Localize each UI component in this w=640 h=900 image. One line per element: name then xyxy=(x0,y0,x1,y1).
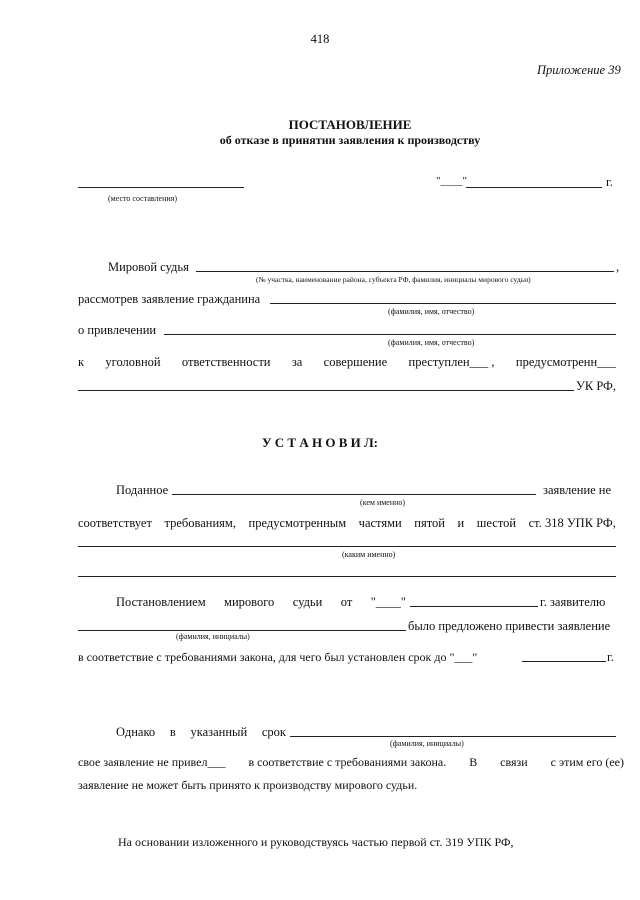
judge-caption: (№ участка, наименование района, субъекта РФ, фамилия, инициалы мирового судьи) xyxy=(256,275,531,284)
however-word: срок xyxy=(261,725,286,739)
not-comply-word: и xyxy=(457,516,465,530)
accordance-suffix: г. xyxy=(607,650,614,664)
accordance-text: в соответствие с требованиями закона, для чего был установлен срок до "___" xyxy=(78,650,478,664)
applicant-caption: (фамилия, инициалы) xyxy=(176,632,250,641)
filed-suffix: заявление не xyxy=(543,483,612,497)
filed-label: Поданное xyxy=(116,483,169,497)
cannot-accept-text: заявление не может быть принято к производству мирового судьи. xyxy=(78,778,418,792)
not-brought-word: в соответствие с требованиями закона. xyxy=(248,755,447,769)
however-row xyxy=(116,726,286,739)
established-heading: У С Т А Н О В И Л: xyxy=(261,435,378,450)
about-label: о привлечении xyxy=(78,323,157,337)
basis-text: На основании изложенного и руководствуясь частью первой ст. 319 УПК РФ, xyxy=(118,835,514,849)
filed-line xyxy=(172,494,536,495)
article-line xyxy=(78,390,574,391)
which-line xyxy=(78,546,616,547)
not-brought-word: с этим его (ее) xyxy=(550,755,624,769)
resolution-row xyxy=(116,596,406,609)
liability-word: уголовной xyxy=(105,355,161,369)
resolution-word: мирового xyxy=(224,595,275,609)
resolution-word: от xyxy=(340,595,353,609)
not-comply-word: предусмотренным xyxy=(248,516,347,530)
however-caption: (фамилия, инициалы) xyxy=(390,739,464,748)
which-line-2 xyxy=(78,576,616,577)
resolution-date-line xyxy=(410,606,538,607)
which-caption: (каким именно) xyxy=(342,550,396,559)
uk-suffix: УК РФ, xyxy=(576,379,617,393)
judge-label: Мировой судья xyxy=(108,260,189,274)
document-subtitle: об отказе в принятии заявления к производству xyxy=(219,133,481,147)
liability-word: преступлен___ , xyxy=(408,355,495,369)
not-comply-word: ст. 318 УПК РФ, xyxy=(528,516,616,530)
appendix-label: Приложение 39 xyxy=(537,63,621,77)
considering-label: рассмотрев заявление гражданина xyxy=(78,292,261,306)
not-comply-word: требованиям, xyxy=(164,516,236,530)
about-line xyxy=(164,334,616,335)
page-number: 418 xyxy=(310,32,330,46)
judge-line xyxy=(196,271,614,272)
resolution-word: "____" xyxy=(370,595,406,609)
date-quote: "____" xyxy=(436,175,467,187)
liability-word: предусмотренн___ xyxy=(515,355,616,369)
liability-word: совершение xyxy=(323,355,388,369)
liability-word: за xyxy=(291,355,303,369)
however-word: Однако xyxy=(116,725,156,739)
about-caption: (фамилия, имя, отчество) xyxy=(388,338,475,347)
document-title: ПОСТАНОВЛЕНИЕ xyxy=(288,117,412,132)
date-line xyxy=(466,187,602,188)
not-brought-row xyxy=(78,756,624,768)
considering-caption: (фамилия, имя, отчество) xyxy=(388,307,475,316)
place-line xyxy=(78,187,244,188)
however-line xyxy=(290,736,616,737)
resolution-suffix: г. заявителю xyxy=(540,595,606,609)
place-caption: (место составления) xyxy=(108,194,177,203)
liability-row xyxy=(78,356,616,369)
deadline-line xyxy=(522,661,606,662)
proposed-text: было предложено привести заявление xyxy=(408,619,611,633)
not-comply-word: соответствует xyxy=(78,516,152,530)
resolution-word: Постановлением xyxy=(116,595,206,609)
not-comply-row xyxy=(78,517,616,530)
not-comply-word: частями xyxy=(358,516,402,530)
liability-word: ответственности xyxy=(181,355,271,369)
not-comply-word: пятой xyxy=(414,516,445,530)
however-word: указанный xyxy=(190,725,248,739)
however-word: в xyxy=(169,725,176,739)
not-brought-word: свое заявление не привел___ xyxy=(78,755,226,769)
liability-word: к xyxy=(78,355,85,369)
not-brought-word: связи xyxy=(500,755,528,769)
not-comply-word: шестой xyxy=(476,516,517,530)
considering-line xyxy=(270,303,616,304)
judge-comma: , xyxy=(616,260,620,274)
filed-caption: (кем именно) xyxy=(360,498,406,507)
not-brought-word: В xyxy=(469,755,478,769)
date-suffix: г. xyxy=(606,175,613,189)
applicant-line xyxy=(78,630,406,631)
resolution-word: судьи xyxy=(292,595,323,609)
